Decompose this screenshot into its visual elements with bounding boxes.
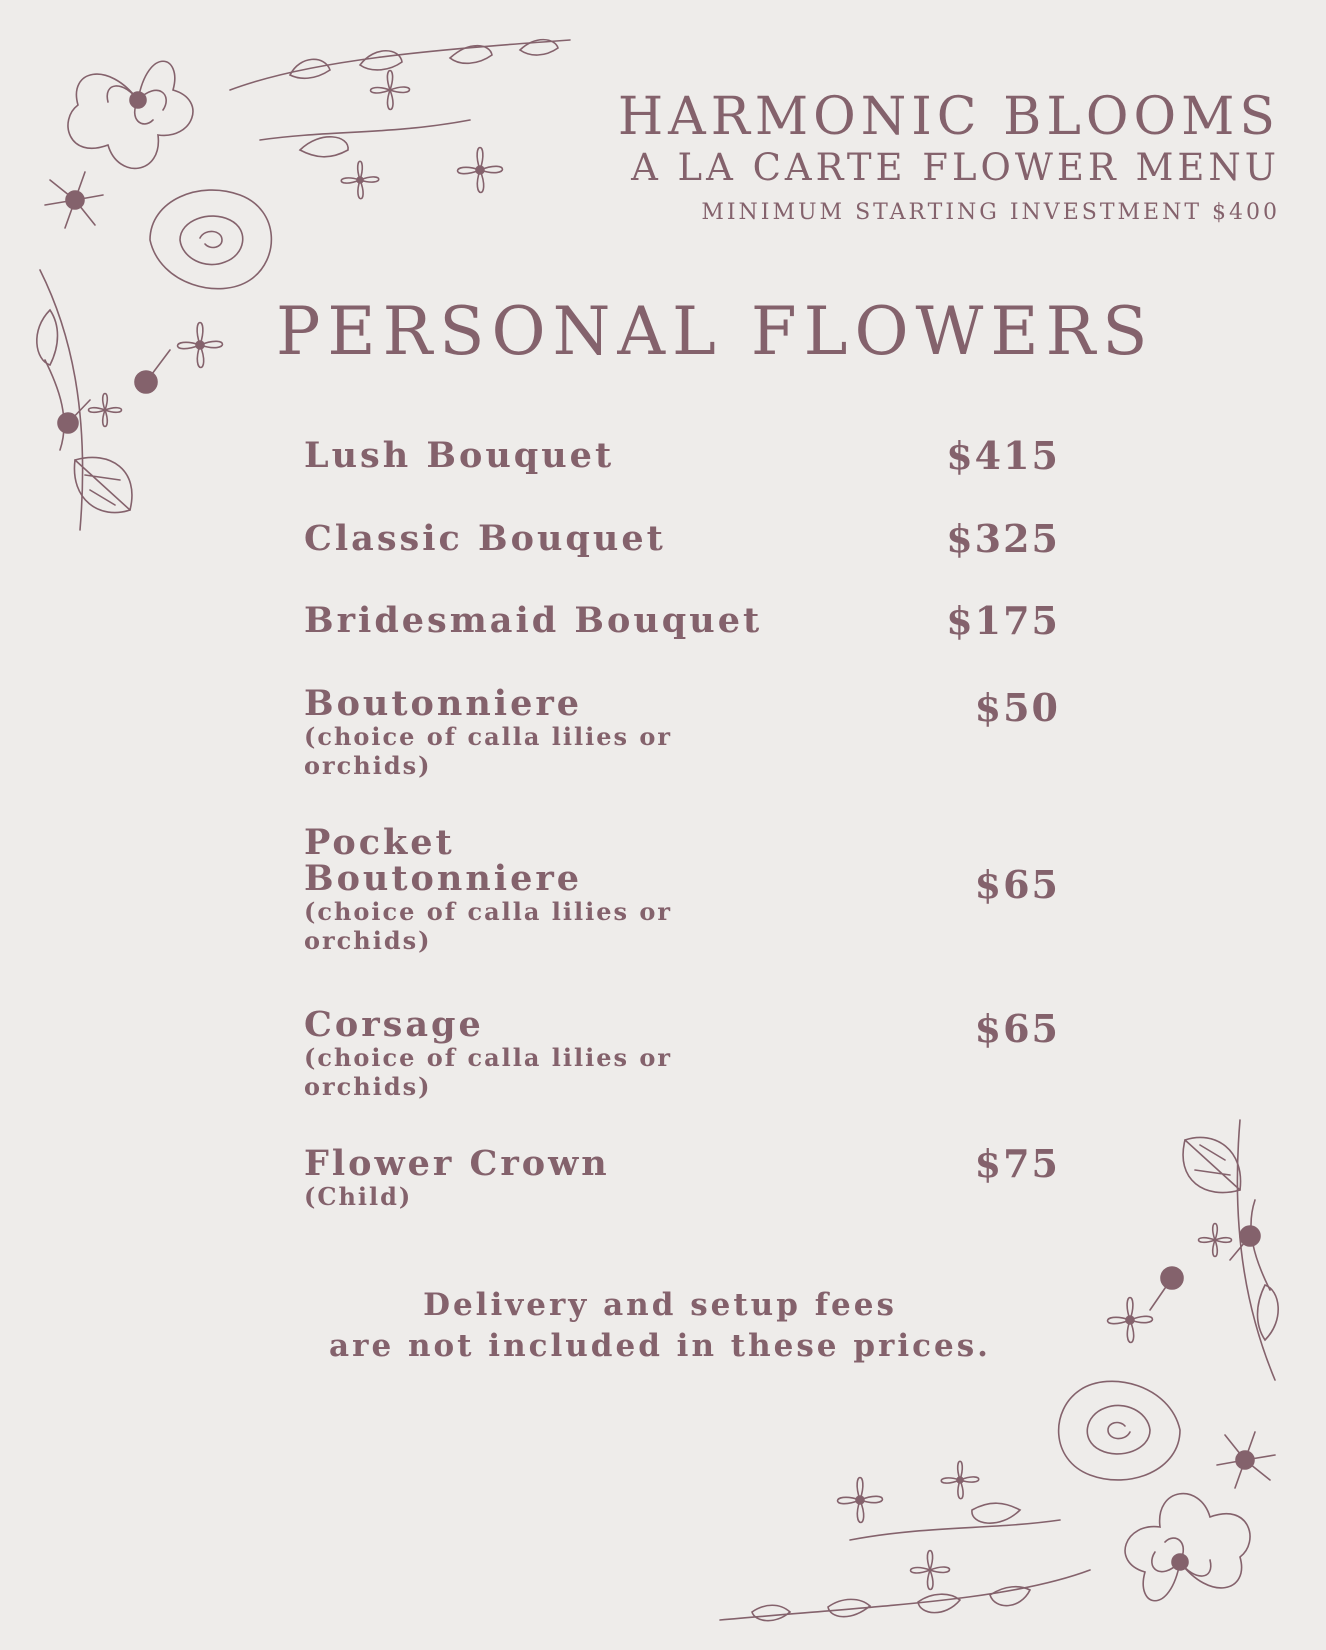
menu-item (304, 683, 1064, 780)
item-name: Lush Bouquet (304, 435, 615, 476)
item-name: Flower Crown (304, 1143, 610, 1184)
item-note: (choice of calla lilies or orchids) (304, 722, 673, 780)
delivery-fee-note (260, 1285, 1060, 1367)
footer-line-2: are not included in these prices. (329, 1328, 991, 1364)
item-price: $50 (974, 685, 1060, 730)
menu-subtitle: A LA CARTE FLOWER MENU (631, 146, 1280, 189)
item-note: (Child) (304, 1182, 413, 1211)
menu-item (304, 822, 1064, 955)
item-price: $75 (974, 1141, 1060, 1186)
item-name: Pocket Boutonniere (304, 822, 583, 899)
menu-item (304, 1141, 1064, 1211)
menu-item (304, 433, 1064, 478)
item-price: $175 (946, 598, 1060, 643)
item-name: Bridesmaid Bouquet (304, 600, 763, 641)
item-price: $415 (946, 433, 1060, 478)
item-note: (choice of calla lilies or orchids) (304, 1043, 673, 1101)
item-name: Corsage (304, 1004, 484, 1045)
minimum-investment: MINIMUM STARTING INVESTMENT $400 (701, 200, 1280, 225)
header (618, 88, 1280, 228)
footer-line-1: Delivery and setup fees (423, 1287, 897, 1323)
menu-item (304, 598, 1064, 643)
menu-item (304, 1004, 1064, 1101)
brand-name: HARMONIC BLOOMS (617, 87, 1280, 147)
item-name: Boutonniere (304, 683, 583, 724)
item-note: (choice of calla lilies or orchids) (304, 897, 673, 955)
item-price: $325 (946, 516, 1060, 561)
item-name: Classic Bouquet (304, 518, 666, 559)
section-title: PERSONAL FLOWERS (276, 293, 1155, 370)
menu-item (304, 516, 1064, 561)
item-price: $65 (974, 1006, 1060, 1051)
item-price: $65 (974, 862, 1060, 907)
